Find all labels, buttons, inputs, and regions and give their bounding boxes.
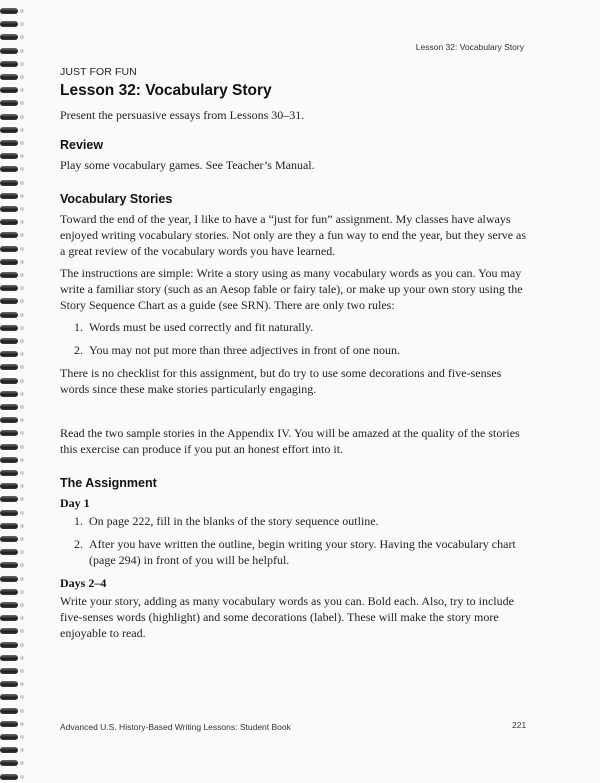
day1-item: 2. After you have written the outline, begin writing your story. Having the vocabulary chart (page 294) in front of you will be helpful. — [86, 536, 528, 568]
spiral-coil — [0, 470, 18, 476]
day1-item: 1. On page 222, fill in the blanks of the story sequence outline. — [86, 513, 528, 529]
vocab-paragraph-3: There is no checklist for this assignment, but do try to use some decorations and five-senses words since these make stories particularly engaging. — [60, 366, 502, 396]
binding-hole — [20, 735, 24, 739]
spiral-coil — [0, 153, 18, 159]
binding-hole — [20, 511, 24, 515]
binding-hole — [20, 418, 24, 422]
binding-hole — [20, 154, 24, 158]
spiral-coil — [0, 285, 18, 291]
binding-hole — [20, 62, 24, 66]
spiral-coil — [0, 206, 18, 212]
binding-hole — [20, 101, 24, 105]
binding-hole — [20, 260, 24, 264]
vocab-paragraph-4: Read the two sample stories in the Appendix IV. You will be amazed at the quality of the stories this exercise can produce if you put an honest effort into it. — [60, 426, 520, 456]
binding-hole — [20, 682, 24, 686]
spiral-coil — [0, 100, 18, 106]
spiral-coil — [0, 193, 18, 199]
binding-hole — [20, 299, 24, 303]
spiral-coil — [0, 774, 18, 780]
spiral-coil — [0, 562, 18, 568]
binding-hole — [20, 207, 24, 211]
spiral-coil — [0, 734, 18, 740]
spiral-coil — [0, 232, 18, 238]
binding-hole — [20, 9, 24, 13]
spiral-coil — [0, 642, 18, 648]
spiral-coil — [0, 180, 18, 186]
spiral-coil — [0, 510, 18, 516]
binding-hole — [20, 616, 24, 620]
spiral-coil — [0, 338, 18, 344]
spiral-coil — [0, 246, 18, 252]
spiral-coil — [0, 298, 18, 304]
page-content — [60, 64, 528, 647]
spiral-binding — [0, 0, 30, 783]
spiral-coil — [0, 325, 18, 331]
spiral-coil — [0, 140, 18, 146]
days24-text: Write your story, adding as many vocabulary words as you can. Bold each. Also, try to include five-senses words (highlight) and some decorations (label). These will make the story more enjoyable to read. — [60, 594, 514, 640]
spiral-coil — [0, 430, 18, 436]
spiral-coil — [0, 404, 18, 410]
binding-hole — [20, 115, 24, 119]
binding-hole — [20, 181, 24, 185]
binding-hole — [20, 75, 24, 79]
spiral-coil — [0, 34, 18, 40]
running-head: Lesson 32: Vocabulary Story — [415, 42, 524, 52]
binding-hole — [20, 695, 24, 699]
binding-hole — [20, 352, 24, 356]
lesson-title: Lesson 32: Vocabulary Story — [60, 82, 272, 99]
spiral-coil — [0, 628, 18, 634]
binding-hole — [20, 141, 24, 145]
binding-hole — [20, 537, 24, 541]
spiral-coil — [0, 166, 18, 172]
spiral-coil — [0, 351, 18, 357]
binding-hole — [20, 22, 24, 26]
spiral-coil — [0, 391, 18, 397]
binding-hole — [20, 603, 24, 607]
spiral-coil — [0, 378, 18, 384]
day1-list — [60, 513, 528, 568]
spiral-coil — [0, 127, 18, 133]
binding-hole — [20, 577, 24, 581]
binding-hole — [20, 656, 24, 660]
binding-hole — [20, 563, 24, 567]
spiral-coil — [0, 21, 18, 27]
binding-hole — [20, 497, 24, 501]
binding-hole — [20, 445, 24, 449]
binding-hole — [20, 405, 24, 409]
binding-hole — [20, 590, 24, 594]
review-text: Play some vocabulary games. See Teacher’s Manual. — [60, 158, 315, 172]
binding-hole — [20, 286, 24, 290]
spiral-coil — [0, 8, 18, 14]
binding-hole — [20, 471, 24, 475]
vocab-paragraph-2: The instructions are simple: Write a story using as many vocabulary words as you can. You may write a familiar story (such as an Aesop fable or fairy tale), or make up your own story using the Story Sequence Chart as a guide (see SRN). There are only two rules: — [60, 266, 523, 312]
spiral-coil — [0, 721, 18, 727]
spiral-coil — [0, 444, 18, 450]
section-kicker: JUST FOR FUN — [60, 66, 137, 78]
binding-hole — [20, 247, 24, 251]
binding-hole — [20, 220, 24, 224]
binding-hole — [20, 233, 24, 237]
spiral-coil — [0, 576, 18, 582]
spiral-coil — [0, 760, 18, 766]
vocab-stories-heading: Vocabulary Stories — [60, 192, 173, 206]
spiral-coil — [0, 259, 18, 265]
assignment-heading: The Assignment — [60, 476, 157, 490]
footer-book-title: Advanced U.S. History-Based Writing Lessons: Student Book — [60, 722, 291, 732]
binding-hole — [20, 524, 24, 528]
binding-hole — [20, 775, 24, 779]
spiral-coil — [0, 589, 18, 595]
spiral-coil — [0, 523, 18, 529]
binding-hole — [20, 709, 24, 713]
binding-hole — [20, 761, 24, 765]
days24-heading: Days 2–4 — [60, 576, 107, 590]
binding-hole — [20, 629, 24, 633]
binding-hole — [20, 669, 24, 673]
binding-hole — [20, 313, 24, 317]
binding-hole — [20, 194, 24, 198]
binding-hole — [20, 273, 24, 277]
spiral-coil — [0, 483, 18, 489]
day1-heading: Day 1 — [60, 496, 90, 510]
spiral-coil — [0, 681, 18, 687]
spiral-coil — [0, 61, 18, 67]
binding-hole — [20, 365, 24, 369]
binding-hole — [20, 458, 24, 462]
spiral-coil — [0, 708, 18, 714]
rule-item: 2. You may not put more than three adjectives in front of one noun. — [86, 342, 528, 358]
spiral-coil — [0, 48, 18, 54]
intro-paragraph: Present the persuasive essays from Lessons 30–31. — [60, 108, 305, 122]
rules-list — [60, 319, 528, 358]
review-heading: Review — [60, 138, 104, 152]
spiral-coil — [0, 219, 18, 225]
vocab-paragraph-1: Toward the end of the year, I like to have a “just for fun” assignment. My classes have always enjoyed writing vocabulary stories. Not only are they a fun way to end the year, but they serve as a great review of the vocabulary words you have learned. — [60, 212, 527, 258]
spiral-coil — [0, 615, 18, 621]
spiral-coil — [0, 457, 18, 463]
spiral-coil — [0, 114, 18, 120]
binding-hole — [20, 339, 24, 343]
binding-hole — [20, 49, 24, 53]
spiral-coil — [0, 602, 18, 608]
spiral-coil — [0, 694, 18, 700]
spiral-coil — [0, 364, 18, 370]
spiral-coil — [0, 74, 18, 80]
binding-hole — [20, 167, 24, 171]
spiral-coil — [0, 272, 18, 278]
binding-hole — [20, 128, 24, 132]
spiral-coil — [0, 747, 18, 753]
binding-hole — [20, 722, 24, 726]
spiral-coil — [0, 312, 18, 318]
binding-hole — [20, 379, 24, 383]
rule-item: 1. Words must be used correctly and fit naturally. — [86, 319, 528, 335]
spiral-coil — [0, 668, 18, 674]
binding-hole — [20, 431, 24, 435]
binding-hole — [20, 392, 24, 396]
spiral-coil — [0, 87, 18, 93]
page-number: 221 — [512, 720, 527, 730]
spiral-coil — [0, 417, 18, 423]
binding-hole — [20, 550, 24, 554]
binding-hole — [20, 484, 24, 488]
spiral-coil — [0, 549, 18, 555]
spiral-coil — [0, 496, 18, 502]
spiral-coil — [0, 536, 18, 542]
binding-hole — [20, 748, 24, 752]
binding-hole — [20, 88, 24, 92]
binding-hole — [20, 326, 24, 330]
binding-hole — [20, 643, 24, 647]
spiral-coil — [0, 655, 18, 661]
binding-hole — [20, 35, 24, 39]
